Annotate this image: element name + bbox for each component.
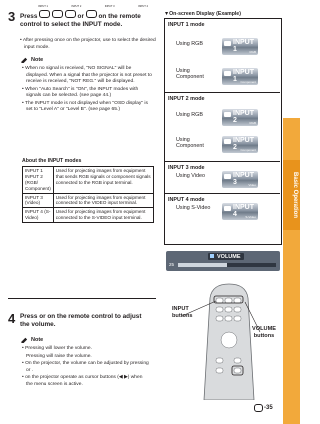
heading-press: Press bbox=[20, 13, 38, 20]
table-row bbox=[23, 208, 154, 223]
input2-caption: INPUT 2 bbox=[71, 5, 82, 8]
note-2-bullet: • On the projector, the volume can be adjusted by pressing or . bbox=[22, 361, 149, 373]
mode-4-heading: INPUT 4 mode bbox=[168, 197, 205, 203]
note-pen-icon bbox=[20, 56, 29, 63]
input-icon bbox=[224, 71, 231, 76]
mode-cell: INPUT 4 (S-Video) bbox=[23, 208, 54, 223]
note-1-bullet: • The INPUT mode is not displayed when "OSD display" is set to "Level A" or "Level B". (see page 65.) bbox=[22, 100, 148, 113]
page-marker-icon bbox=[254, 404, 263, 412]
input-icon bbox=[224, 206, 231, 211]
note-2-body bbox=[22, 346, 150, 389]
heading-or: or bbox=[77, 13, 84, 20]
page-number-text: -35 bbox=[264, 405, 273, 411]
osd-item-label: Using Component bbox=[176, 137, 204, 150]
volume-buttons-callout: VOLUME buttons bbox=[252, 326, 276, 339]
desc-cell: Used for projecting images from equipment connected to the S-VIDEO input terminal. bbox=[53, 208, 153, 223]
about-title: About the INPUT modes bbox=[22, 158, 82, 164]
osd-divider bbox=[164, 92, 280, 93]
table-row bbox=[23, 167, 154, 194]
note-1-title: Note bbox=[31, 56, 44, 63]
osd-divider bbox=[164, 161, 280, 162]
input4-caption: INPUT 4 bbox=[138, 5, 148, 8]
input1-caption: INPUT 1 bbox=[38, 5, 48, 8]
mode-cell: INPUT 3 (Video) bbox=[23, 193, 54, 208]
note-2-title: Note bbox=[31, 336, 44, 343]
osd-input-box: INPUT 2 Component bbox=[222, 136, 258, 153]
input-icon bbox=[224, 139, 231, 144]
volume-track bbox=[178, 263, 276, 267]
step-3-bullet: • After pressing once on the projector, use to select the desired input mode. bbox=[20, 38, 156, 50]
desc-cell: Used for projecting images from equipment that sends RGB signals or component signals connected to the RGB input terminal. bbox=[53, 167, 153, 194]
note-2-bullet: • Pressing will lower the volume. bbox=[22, 346, 92, 351]
osd-input-box: INPUT 2 RGB bbox=[222, 109, 258, 126]
step-4-heading: Press or on the remote control to adjust the volume. bbox=[20, 313, 142, 329]
note-1-body bbox=[22, 66, 154, 115]
desc-cell: Used for projecting images from equipment connected to the VIDEO input terminal. bbox=[53, 193, 153, 208]
page-number bbox=[254, 404, 273, 412]
step-3-number: 3 bbox=[8, 9, 16, 24]
osd-item-label: Using S-Video bbox=[176, 205, 211, 211]
input-buttons-callout: INPUT buttons bbox=[172, 306, 193, 319]
heading-on: on bbox=[98, 13, 107, 20]
note-2-header bbox=[20, 336, 43, 343]
table-row bbox=[23, 193, 154, 208]
osd-input-box: INPUT 1 Component bbox=[222, 68, 258, 85]
osd-item-label: Using RGB bbox=[176, 112, 203, 118]
mode-2-heading: INPUT 2 mode bbox=[168, 96, 205, 102]
osd-item-label: Using Component bbox=[176, 68, 204, 81]
volume-label: VOLUME bbox=[217, 253, 241, 260]
step-4-number: 4 bbox=[8, 311, 16, 326]
volume-value: 25 bbox=[169, 262, 175, 267]
note-1-bullet: • When "Auto Search" is "ON", the INPUT modes with signals can be selected. (see page 44.) bbox=[22, 86, 139, 99]
section-divider bbox=[8, 298, 156, 299]
osd-input-box: INPUT 4 S-Video bbox=[222, 203, 258, 220]
volume-fill bbox=[178, 263, 227, 267]
note-1-header bbox=[20, 56, 43, 63]
note-2-bullet: • on the projector operate as cursor buttons (◀ ▶) when the menu screen is active. bbox=[22, 375, 143, 387]
mode-3-heading: INPUT 3 mode bbox=[168, 165, 205, 171]
volume-osd bbox=[166, 251, 280, 271]
osd-item-label: Using Video bbox=[176, 173, 205, 179]
input-button-captions bbox=[38, 5, 148, 8]
osd-title: ▼On-screen Display (Example) bbox=[164, 11, 241, 17]
osd-input-box: INPUT 1 RGB bbox=[222, 38, 258, 55]
osd-item-label: Using RGB bbox=[176, 41, 203, 47]
speaker-icon bbox=[210, 254, 214, 258]
mode-1-heading: INPUT 1 mode bbox=[168, 22, 205, 28]
step-3-heading bbox=[20, 10, 156, 30]
note-2-bullet: Pressing will raise the volume. bbox=[26, 353, 92, 359]
input3-caption: INPUT 3 bbox=[104, 5, 115, 8]
mode-cell: INPUT 1 INPUT 2 (RGB/ Component) bbox=[23, 167, 54, 194]
input-icon bbox=[224, 112, 231, 117]
note-pen-icon bbox=[20, 336, 29, 343]
section-label: Basic Operation bbox=[292, 171, 298, 218]
input-modes-table bbox=[22, 166, 154, 223]
osd-input-box: INPUT 3 Video bbox=[222, 171, 258, 188]
volume-label-box bbox=[208, 253, 244, 260]
note-1-bullet: • When no signal is received, "NO SIGNAL" will be displayed. When a signal that the projector is not preset to receive is received, "NOT REG." will be displayed. bbox=[22, 66, 152, 85]
heading-rest: the remote control to select the INPUT mode. bbox=[20, 13, 141, 29]
osd-divider bbox=[164, 193, 280, 194]
input-icon bbox=[224, 174, 231, 179]
input-icon bbox=[224, 41, 231, 46]
